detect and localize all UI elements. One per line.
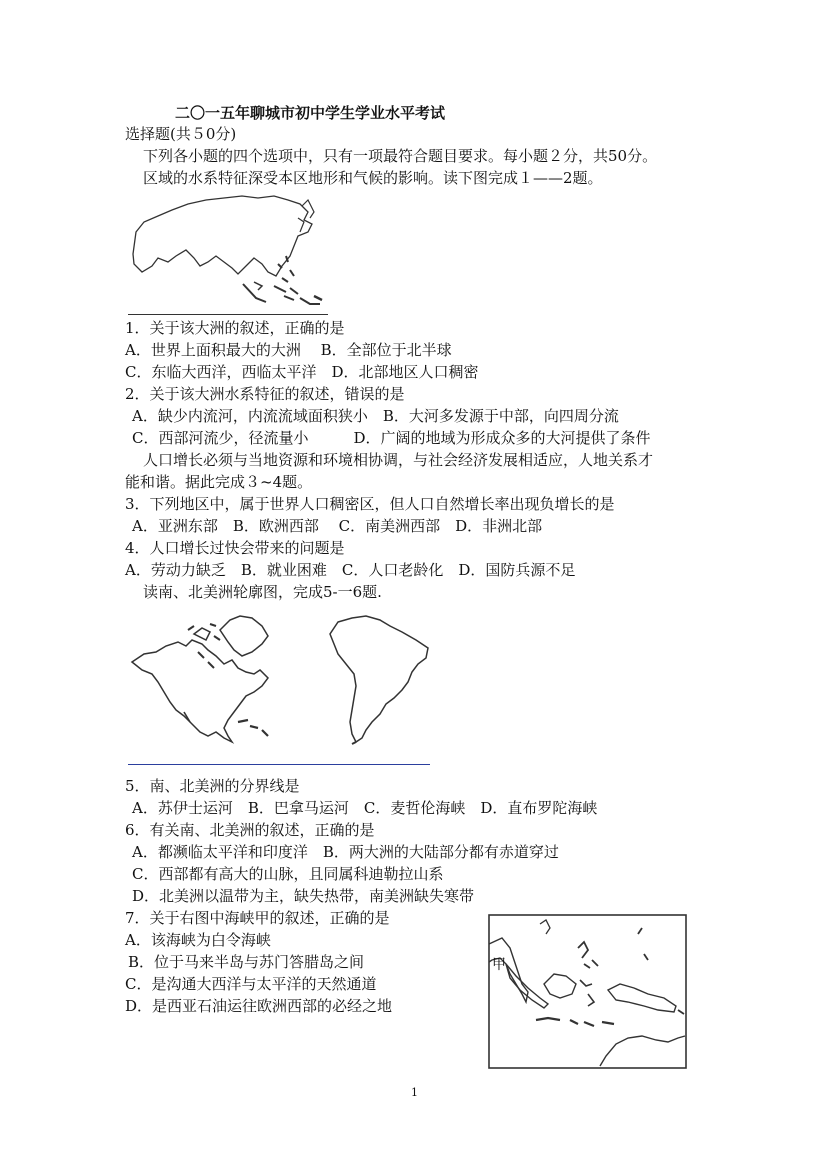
strait-map-frame (488, 914, 688, 1070)
q1-stem: 1．关于该大洲的叙述，正确的是 (125, 319, 345, 337)
south-america-map (326, 614, 434, 746)
q7-option-d: D．是西亚石油运往欧洲西部的必经之地 (125, 997, 393, 1015)
q1-options-cd: C．东临大西洋，西临太平洋 D．北部地区人口稠密 (125, 363, 479, 381)
intro-questions-3-4-line1: 人口增长必须与当地资源和环境相协调，与社会经济发展相适应，人地关系才 (143, 451, 654, 469)
q5-stem: 5．南、北美洲的分界线是 (125, 777, 300, 795)
exam-title: 二〇一五年聊城市初中学生学业水平考试 (175, 104, 446, 122)
q7-option-c: C．是沟通大西洋与太平洋的天然通道 (125, 975, 377, 993)
q3-stem: 3．下列地区中，属于世界人口稠密区，但人口自然增长率出现负增长的是 (125, 495, 615, 513)
section-heading: 选择题(共５0分) (125, 125, 237, 143)
q7-stem: 7．关于右图中海峡甲的叙述，正确的是 (125, 909, 390, 927)
q6-option-c: C．西部都有高大的山脉，且同属科迪勒拉山系 (132, 865, 444, 883)
q7-option-a: A．该海峡为白令海峡 (125, 931, 271, 949)
divider-line (128, 314, 328, 315)
strait-map (488, 914, 688, 1070)
q5-options: A．苏伊士运河 B．巴拿马运河 C．麦哲伦海峡 D．直布罗陀海峡 (132, 799, 598, 817)
intro-questions-5-6: 读南、北美洲轮廓图，完成5-一6题. (143, 583, 382, 601)
strait-label: 甲 (492, 957, 506, 973)
q7-option-b: B．位于马来半岛与苏门答腊岛之间 (128, 953, 365, 971)
divider-line-blue (128, 764, 430, 765)
q4-stem: 4．人口增长过快会带来的问题是 (125, 539, 345, 557)
q1-options-ab: A．世界上面积最大的大洲 B．全部位于北半球 (125, 341, 452, 359)
q2-stem: 2．关于该大洲水系特征的叙述，错误的是 (125, 385, 405, 403)
intro-questions-1-2: 区域的水系特征深受本区地形和气候的影响。读下图完成１——2题。 (143, 169, 603, 187)
instructions: 下列各小题的四个选项中，只有一项最符合题目要求。每小题２分，共50分。 (143, 147, 658, 165)
page-number: 1 (411, 1086, 418, 1099)
q2-options-ab: A．缺少内流河，内流流域面积狭小 B．大河多发源于中部，向四周分流 (132, 407, 619, 425)
q4-options: A．劳动力缺乏 B．就业困难 C．人口老龄化 D．国防兵源不足 (125, 561, 576, 579)
q2-options-cd: C．西部河流少，径流量小 D．广阔的地域为形成众多的大河提供了条件 (132, 429, 651, 447)
intro-questions-3-4-line2: 能和谐。据此完成３~4题。 (125, 473, 313, 491)
q6-stem: 6．有关南、北美洲的叙述，正确的是 (125, 821, 375, 839)
asia-map (128, 192, 328, 310)
north-america-map (128, 612, 278, 744)
q6-options-ab: A．都濒临太平洋和印度洋 B．两大洲的大陆部分都有赤道穿过 (132, 843, 559, 861)
q6-option-d: D．北美洲以温带为主，缺失热带，南美洲缺失寒带 (132, 887, 475, 905)
q3-options: A．亚洲东部 B．欧洲西部 C．南美洲西部 D．非洲北部 (132, 517, 543, 535)
